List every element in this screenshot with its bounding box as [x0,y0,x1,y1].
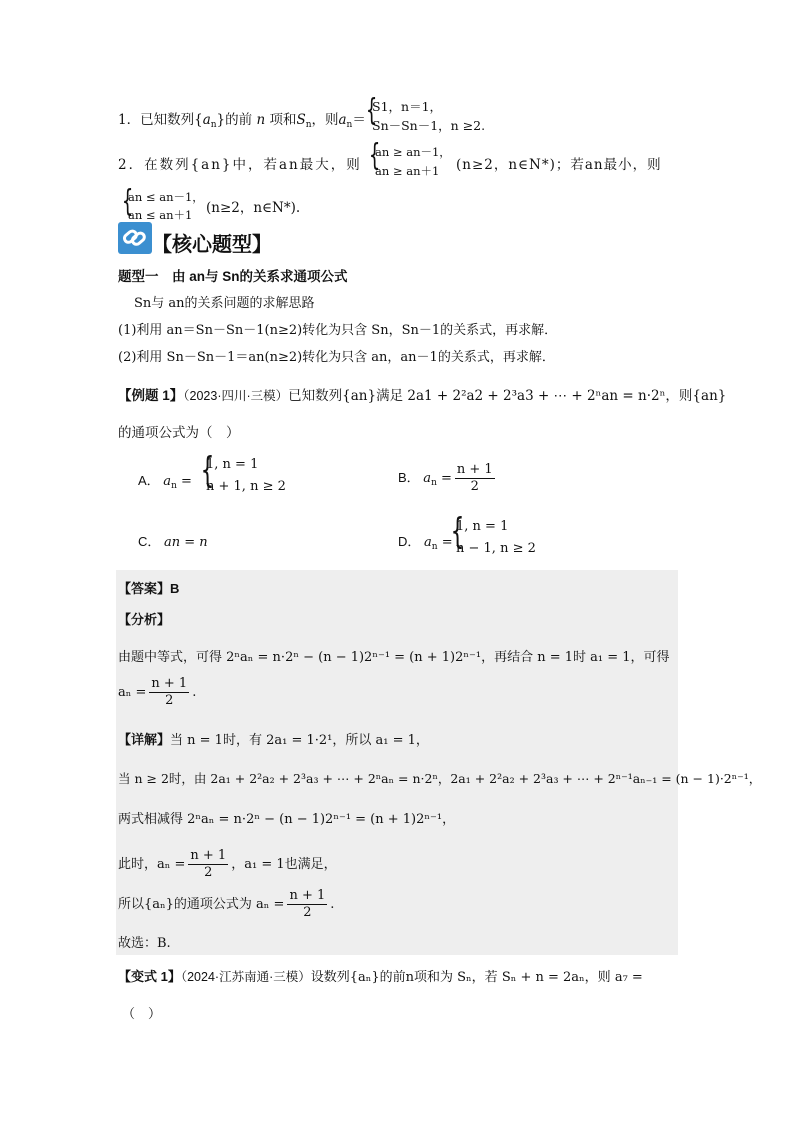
item2-cond-a: (n≥2，n∈N*)；若an最小，则 [456,157,662,173]
item1-case2: Sn－Sn－1，n ≥2. [372,118,486,133]
item1-S: S [296,112,306,128]
item1-seq-var: a [202,112,211,128]
variant-blank: （ ） [122,1007,162,1022]
item1-text3: ，则 [311,112,339,128]
item2-case-a1: an ≥ an－1， [375,145,451,159]
option-d-case1: 1, n = 1 [456,519,509,534]
analysis-a: 由题中等式，可得 2ⁿaₙ = n·2ⁿ − (n − 1)2ⁿ⁻¹ = (n + 1)2ⁿ⁻¹，再结合 n = 1时 a₁ = 1，可得 [118,650,670,665]
variant-label: 【变式 1】 [118,969,181,984]
type1-title: 题型一 由 an与 Sn的关系求通项公式 [118,269,348,284]
item2-case-a2: an ≥ an＋1 [375,164,440,178]
analysis-b: aₙ = $\frac{n + 1}{2}$ . [118,676,197,708]
item1-text2: 项和 [269,112,297,128]
detail-6: 故选：B. [118,936,171,951]
item1-n: n [256,112,266,128]
item1-brace: { [365,93,378,128]
item2-cond-b: (n≥2，n∈N*). [206,200,301,216]
item1-mid: }的前 [216,112,253,128]
item2-case-b2: an ≤ an＋1 [128,208,193,222]
variant-text: 设数列{aₙ}的前n项和为 Sₙ，若 Sₙ + n = 2aₙ，则 a₇ = [310,970,643,985]
answer-line: 【答案】B [118,581,180,596]
detail-5: 所以{aₙ}的通项公式为 aₙ = $\frac{n + 1}{2}$ . [118,888,335,920]
option-b-num: n + 1 [456,462,493,477]
analysis-b-den: 2 [165,693,174,708]
detail-label: 【详解】 [118,732,171,747]
item2-brace-b: { [121,184,134,219]
section-title: 【核心题型】 [152,234,272,256]
option-b-den: 2 [470,479,479,494]
method-1: (1)利用 an＝Sn－Sn－1(n≥2)转化为只含 Sn，Sn－1的关系式，再求解． [118,323,558,338]
analysis-b-num: n + 1 [151,676,188,691]
option-a-brace: { [200,450,215,491]
item2-case-b1: an ≤ an－1， [128,190,204,204]
item-1: 1．已知数列$\{a_n\}$的前 n 项和$S_n$，则$a_n=$ [118,112,366,130]
option-b[interactable]: B． $a_n$ = $\frac{n + 1}{2}$ [398,462,493,494]
option-a-case2: n + 1, n ≥ 2 [206,479,286,494]
detail-1: 【详解】当 n = 1时，有 2a₁ = 1·2¹，所以 a₁ = 1， [118,732,429,748]
detail-3: 两式相减得 2ⁿaₙ = n·2ⁿ − (n − 1)2ⁿ⁻¹ = (n + 1)2ⁿ⁻¹， [118,812,456,827]
detail-2: 当 n ≥ 2时，由 2a₁ + 2²a₂ + 2³a₃ + ⋯ + 2ⁿaₙ = n·2ⁿ，2a₁ + 2²a₂ + 2³a₃ + ⋯ + 2ⁿ⁻¹aₙ₋₁ = (n − 1)·2ⁿ⁻¹， [118,771,762,786]
variant-stem [118,966,643,985]
option-d-case2: n − 1, n ≥ 2 [456,541,536,556]
item-2-text-a: 2．在数列{an}中，若an最大，则 [118,157,362,173]
method-title: Sn与 an的关系问题的求解思路 [134,296,315,311]
analysis-label: 【分析】 [118,612,171,627]
detail-4: 此时，aₙ = $\frac{n + 1}{2}$ ，a₁ = 1也满足， [118,848,337,880]
option-d[interactable]: D． $a_n$ = [398,534,453,552]
item1-S-sub: n [305,120,312,130]
example-stem-a: 已知数列{an}满足 2a1 + 2²a2 + 2³a3 + ⋯ + 2ⁿan = n·2ⁿ，则{an} [288,388,727,404]
example-label: 【例题 1】 [118,388,184,403]
method-2: (2)利用 Sn－Sn－1＝an(n≥2)转化为只含 an，an－1的关系式，再求解． [118,350,555,365]
item1-seq-sub: n [210,120,217,130]
example-stem-b: 的通项公式为（ ） [118,425,240,441]
variant-source: （2024·江苏南通·三模） [180,970,311,984]
option-a-label: A． [138,473,160,488]
option-b-label: B． [398,469,420,485]
option-c-label: C． [138,534,161,549]
item2-brace-a: { [368,138,381,173]
option-d-label: D． [398,534,421,549]
link-icon [118,222,152,254]
option-d-brace: { [450,511,465,552]
analysis-b-lhs: aₙ = [118,685,147,700]
item1-case1: S1，n＝1， [372,99,443,114]
item1-lead: 1．已知数列{ [118,112,203,128]
example-stem [118,384,726,404]
option-a-case1: 1, n = 1 [206,457,259,472]
example-source: （2023·四川·三模） [183,389,289,403]
option-c[interactable] [138,531,208,550]
option-c-expr: an = n [164,535,208,550]
option-a[interactable]: A． $a_n$ = [138,473,192,491]
